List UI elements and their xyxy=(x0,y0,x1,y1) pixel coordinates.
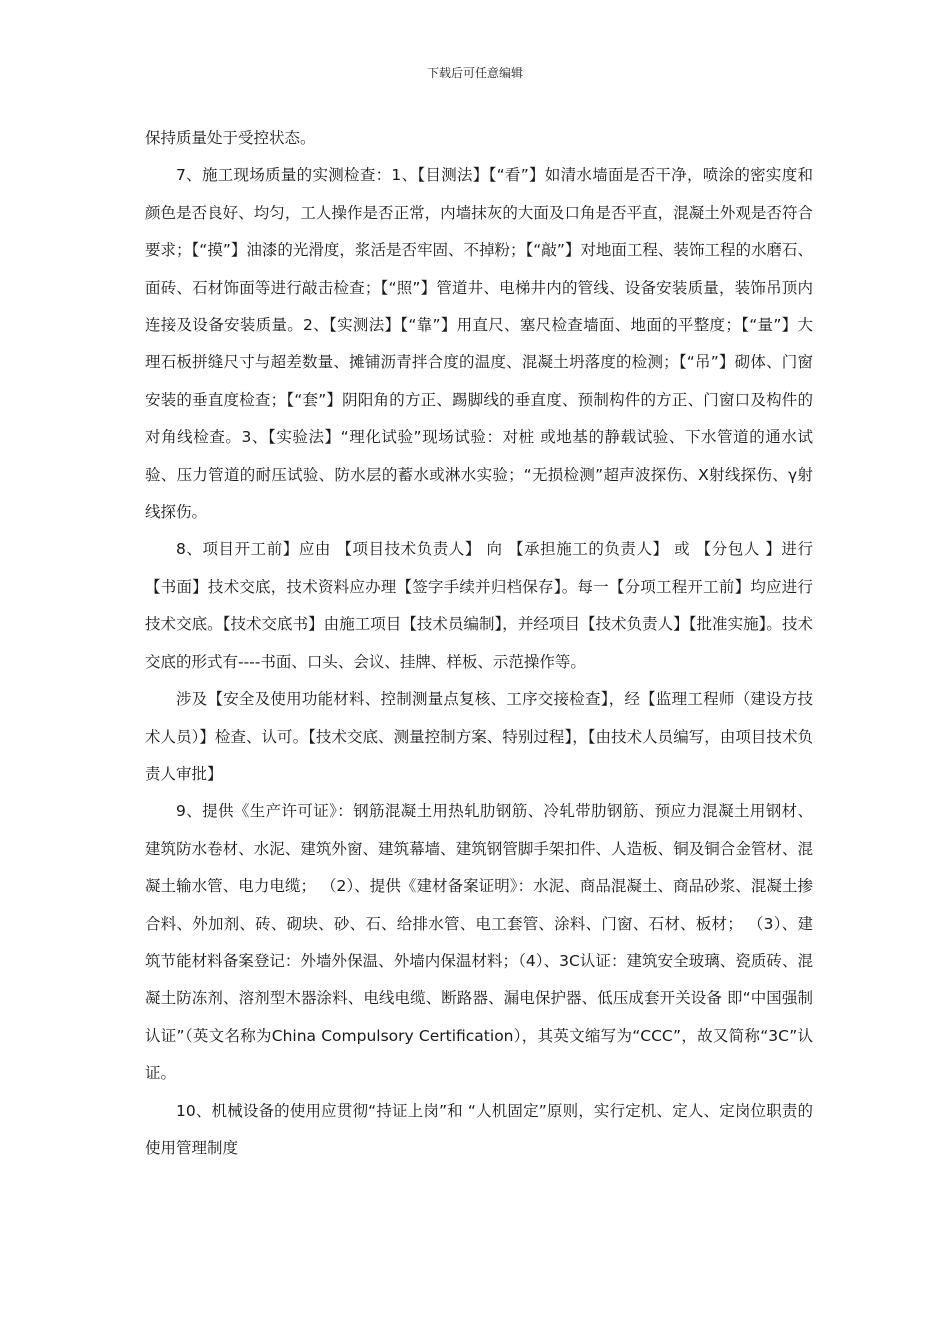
paragraph-item-10: 10、机械设备的使用应贯彻“持证上岗”和 “人机固定”原则，实行定机、定人、定岗位职责的使用管理制度 xyxy=(145,1101,813,1157)
page-header: 下载后可任意编辑 xyxy=(426,66,523,80)
paragraph-item-8: 8、项目开工前】应由 【项目技术负责人】 向 【承担施工的负责人】 或 【分包人 】进行【书面】技术交底，技术资料应办理【签字手续并归档保存】。每一【分项工程开工前】均应进行技术交底。【技术交底书】由施工项目【技术员编制】，并经项目【技术负责人】【批准实施】。技术交底的形式有----书面、口头、会议、挂牌、样板、示范操作等。 xyxy=(145,540,813,671)
paragraph-continuation: 保持质量处于受控状态。 xyxy=(145,129,316,147)
paragraph-supervision: 涉及【安全及使用功能材料、控制测量点复核、工序交接检查】，经【监理工程师（建设方技术人员）】检查、认可。【技术交底、测量控制方案、特别过程】，【由技术人员编写，由项目技术负责人审批】 xyxy=(145,690,813,783)
paragraph-item-7: 7、施工现场质量的实测检查：1、【目测法】【“看”】如清水墙面是否干净，喷涂的密实度和颜色是否良好、均匀，工人操作是否正常，内墙抹灰的大面及口角是否平直，混凝土外观是否符合要求；【“摸”】油漆的光滑度，浆活是否牢固、不掉粉；【“敲”】对地面工程、装饰工程的水磨石、面砖、石材饰面等进行敲击检查；【“照”】管道井、电梯井内的管线、设备安装质量，装饰吊顶内连接及设备安装质量。2、【实测法】【“靠”】用直尺、塞尺检查墙面、地面的平整度；【“量”】大理石板拼缝尺寸与超差数量、摊铺沥青拌合度的温度、混凝土坍落度的检测；【“吊”】砌体、门窗安装的垂直度检查；【“套”】阴阳角的方正、踢脚线的垂直度、预制构件的方正、门窗口及构件的对角线检查。3、【实验法】“理化试验”现场试验：对桩 或地基的静载试验、下水管道的通水试验、压力管道的耐压试验、防水层的蓄水或淋水实验；“无损检测”超声波探伤、X射线探伤、γ射线探伤。 xyxy=(145,166,813,522)
document-body xyxy=(145,120,813,1167)
paragraph-item-9: 9、提供《生产许可证》：钢筋混凝土用热轧肋钢筋、冷轧带肋钢筋、预应力混凝土用钢材、建筑防水卷材、水泥、建筑外窗、建筑幕墙、建筑钢管脚手架扣件、人造板、铜及铜合金管材、混凝土输水管、电力电缆； （2）、提供《建材备案证明》：水泥、商品混凝土、商品砂浆、混凝土掺合料、外加剂、砖、砌块、砂、石、给排水管、电工套管、涂料、门窗、石材、板材； （3）、建筑节能材料备案登记：外墙外保温、外墙内保温材料；（4）、3C认证：建筑安全玻璃、瓷质砖、混凝土防冻剂、溶剂型木器涂料、电线电缆、断路器、漏电保护器、低压成套开关设备 即“中国强制认证”（英文名称为China Compulsory Certification），其英文缩写为“CCC”，故又简称“3C”认证。 xyxy=(145,802,813,1083)
